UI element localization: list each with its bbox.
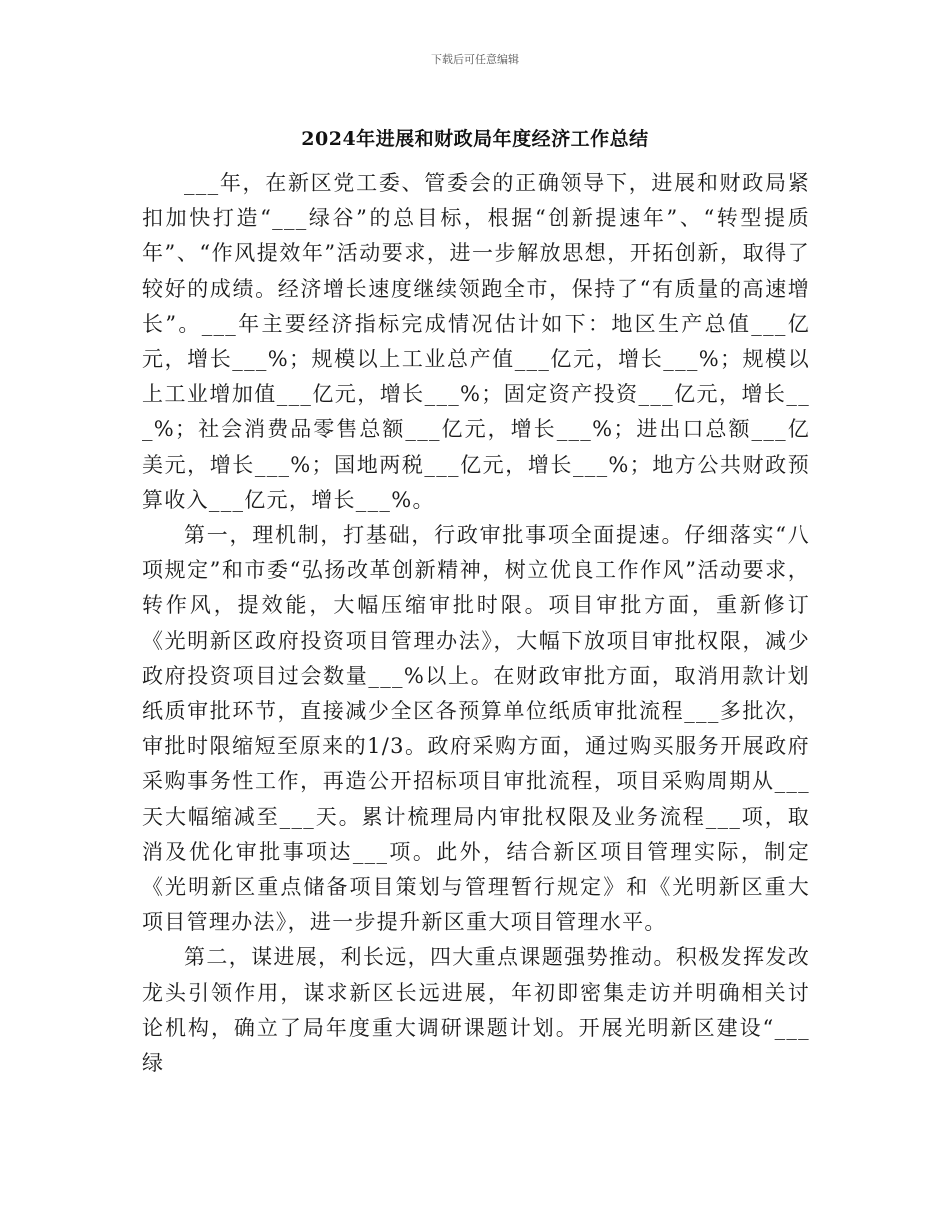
- document-body: [142, 166, 810, 1081]
- header-note: 下载后可任意编辑: [431, 53, 519, 66]
- paragraph-second: 第二，谋进展，利长远，四大重点课题强势推动。积极发挥发改龙头引领作用，谋求新区长远进展，年初即密集走访并明确相关讨论机构，确立了局年度重大调研课题计划。开展光明新区建设“___绿: [142, 945, 810, 1076]
- paragraph-first: 第一，理机制，打基础，行政审批事项全面提速。仔细落实“八项规定”和市委“弘扬改革创新精神，树立优良工作作风”活动要求，转作风，提效能，大幅压缩审批时限。项目审批方面，重新修订《光明新区政府投资项目管理办法》，大幅下放项目审批权限，减少政府投资项目过会数量___%以上。在财政审批方面，取消用款计划纸质审批环节，直接减少全区各预算单位纸质审批流程___多批次，审批时限缩短至原来的1/3。政府采购方面，通过购买服务开展政府采购事务性工作，再造公开招标项目审批流程，项目采购周期从___天大幅缩减至___天。累计梳理局内审批权限及业务流程___项，取消及优化审批事项达___项。此外，结合新区项目管理实际，制定《光明新区重点储备项目策划与管理暂行规定》和《光明新区重大项目管理办法》，进一步提升新区重大项目管理水平。: [142, 523, 810, 935]
- paragraph-summary: ___年，在新区党工委、管委会的正确领导下，进展和财政局紧扣加快打造“___绿谷”的总目标，根据“创新提速年”、“转型提质年”、“作风提效年”活动要求，进一步解放思想，开拓创新，取得了较好的成绩。经济增长速度继续领跑全市，保持了“有质量的高速增长”。___年主要经济指标完成情况估计如下：地区生产总值___亿元，增长___%；规模以上工业总产值___亿元，增长___%；规模以上工业增加值___亿元，增长___%；固定资产投资___亿元，增长___%；社会消费品零售总额___亿元，增长___%；进出口总额___亿美元，增长___%；国地两税___亿元，增长___%；地方公共财政预算收入___亿元，增长___%。: [142, 171, 810, 512]
- document-title: 2024年进展和财政局年度经济工作总结: [301, 128, 649, 150]
